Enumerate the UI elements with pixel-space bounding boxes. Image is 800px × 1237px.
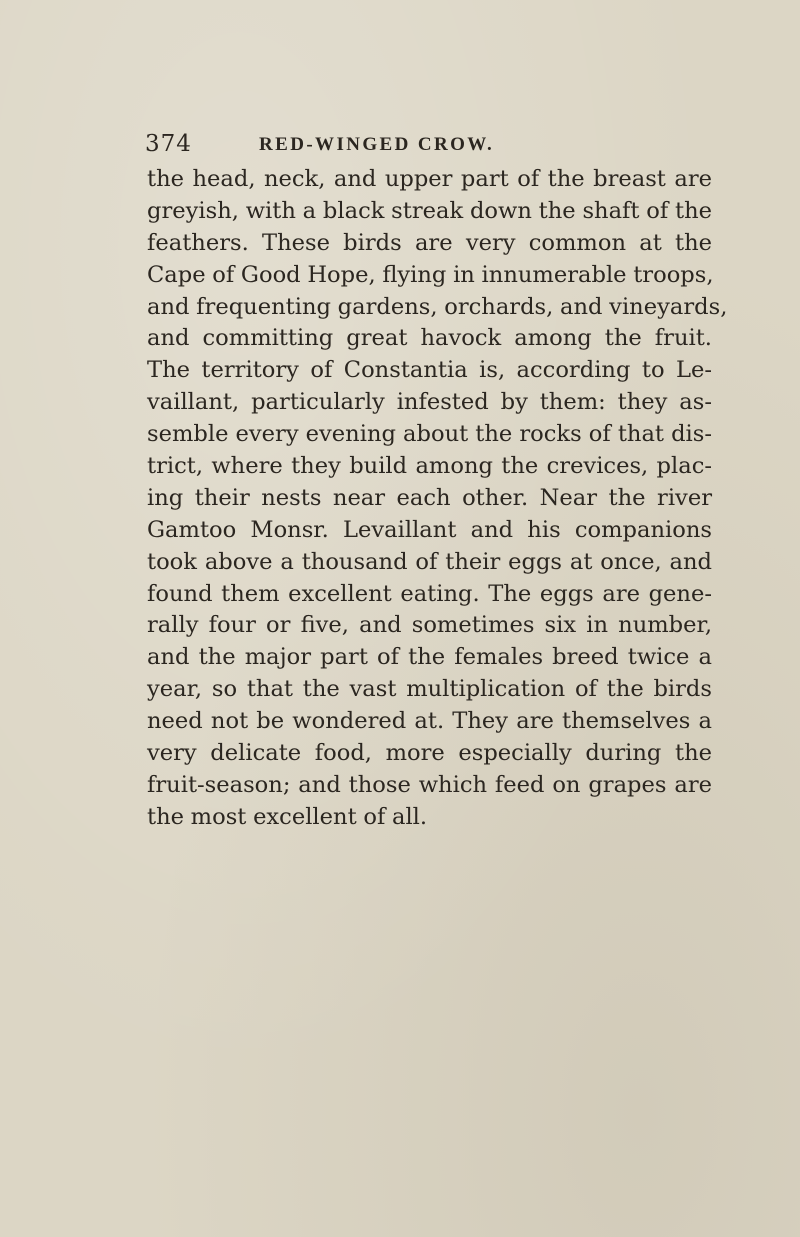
text-line: and the major part of the females breed twice a [147, 644, 712, 671]
text-line: fruit-season; and those which feed on grapes are [147, 771, 712, 798]
text-line: greyish, with a black streak down the shaft of the [147, 197, 712, 224]
page-number: 374 [145, 131, 192, 157]
text-line: The territory of Constantia is, according to Le- [147, 357, 712, 384]
text-line: Gamtoo Monsr. Levaillant and his companions [147, 516, 712, 543]
text-line: the most excellent of all. [147, 803, 428, 830]
text-line: year, so that the vast multiplication of the birds [147, 676, 712, 703]
text-line: Cape of Good Hope, flying in innumerable troops, [147, 261, 714, 288]
text-line: very delicate food, more especially during the [147, 740, 712, 767]
text-line: semble every evening about the rocks of that dis- [147, 421, 712, 448]
text-line: rally four or five, and sometimes six in number, [147, 612, 712, 639]
text-line: and frequenting gardens, orchards, and vineyards, [147, 293, 728, 320]
text-line: ing their nests near each other. Near the river [147, 484, 712, 511]
text-line: and committing great havock among the fruit. [147, 325, 712, 352]
body-text [147, 164, 728, 834]
text-line: vaillant, particularly infested by them: they as- [147, 389, 712, 416]
text-line: need not be wondered at. They are themselves a [147, 708, 712, 735]
text-line: found them excellent eating. The eggs are gene- [147, 580, 712, 607]
running-head: RED-WINGED CROW. [259, 134, 495, 155]
text-line: took above a thousand of their eggs at once, and [147, 548, 712, 575]
page-header [145, 131, 705, 161]
text-line: trict, where they build among the crevices, plac- [147, 453, 712, 480]
text-line: feathers. These birds are very common at the [147, 229, 712, 256]
text-line: the head, neck, and upper part of the breast are [147, 166, 712, 192]
